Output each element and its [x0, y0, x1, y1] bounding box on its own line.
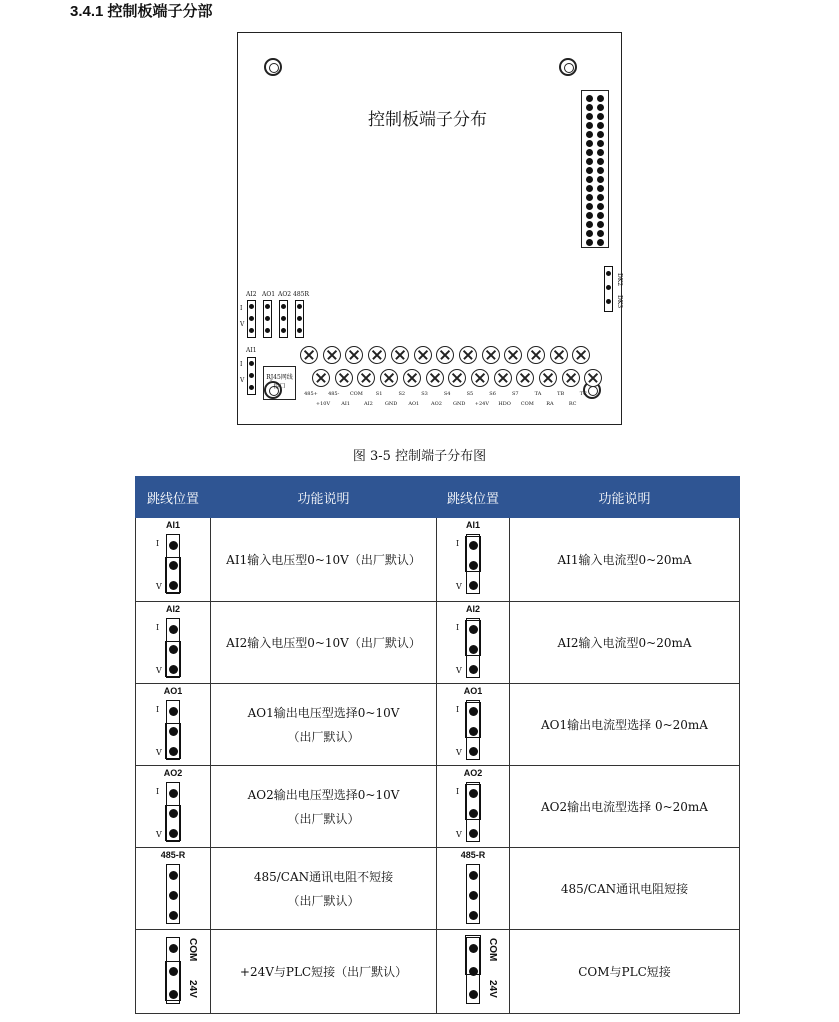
jumper-cell	[437, 930, 510, 1014]
terminal-label: AI2	[364, 401, 373, 407]
jumper-ai2-icon	[247, 300, 256, 338]
function-cell	[510, 848, 740, 930]
pin-icon	[586, 104, 593, 111]
terminal-label: S4	[443, 391, 451, 397]
pin-icon	[586, 221, 593, 228]
table-row	[136, 518, 740, 602]
pin-icon	[597, 113, 604, 120]
screw-terminal-icon	[572, 346, 590, 364]
jumper-figure	[153, 520, 193, 600]
function-text: （出厂默认）	[287, 729, 360, 744]
mount-hole-icon	[264, 58, 282, 76]
side-label-i: I	[456, 538, 460, 548]
side-label-v: V	[240, 377, 245, 384]
function-cell	[211, 684, 437, 766]
header-jumper-position: 跳线位置	[437, 477, 510, 518]
jumper-cell	[136, 684, 211, 766]
side-label-i: I	[456, 786, 460, 796]
jumper-figure	[153, 604, 193, 682]
jumper-title: AO2	[163, 767, 183, 778]
function-cell	[510, 930, 740, 1014]
jumper-figure	[153, 932, 198, 1012]
jumper-figure	[453, 604, 493, 682]
jumper-figure	[453, 768, 493, 846]
table-row	[136, 602, 740, 684]
pin-icon	[586, 122, 593, 129]
jumper-icon	[466, 864, 480, 924]
jumper-cell	[136, 848, 211, 930]
terminal-label: GND	[452, 401, 466, 407]
24v-label: 24V	[187, 979, 198, 998]
terminal-label: TA	[534, 391, 542, 397]
jumper-cap-icon	[165, 723, 181, 759]
function-text: （出厂默认）	[287, 893, 360, 908]
function-cell	[510, 518, 740, 602]
table-row	[136, 766, 740, 848]
screw-terminal-icon	[516, 369, 534, 387]
com-label: COM	[187, 937, 198, 961]
screw-terminal-icon	[504, 346, 522, 364]
pin-icon	[597, 122, 604, 129]
screw-terminal-icon	[414, 346, 432, 364]
side-label-i: I	[456, 622, 460, 632]
jumper-figure	[153, 850, 193, 928]
jumper-label-ai2: AI2	[246, 291, 257, 298]
terminal-label: TB	[557, 391, 565, 397]
pin-icon	[597, 104, 604, 111]
jumper-cell	[136, 518, 211, 602]
screw-terminal-icon	[345, 346, 363, 364]
pin-icon	[586, 203, 593, 210]
function-text: AI1输入电压型0~10V（出厂默认）	[226, 552, 421, 567]
jumper-cell	[437, 848, 510, 930]
pin-icon	[597, 230, 604, 237]
function-cell	[211, 602, 437, 684]
pin-icon	[597, 212, 604, 219]
pin-header-connector	[581, 90, 609, 248]
jumper-label-ao2: AO2	[278, 291, 292, 298]
terminal-label: AI1	[341, 401, 351, 407]
jumper-cap-icon	[165, 641, 181, 677]
terminal-label: S5	[466, 391, 474, 397]
screw-terminal-icon	[539, 369, 557, 387]
pin-icon	[597, 131, 604, 138]
figure-caption: 图 3-5 控制端子分布图	[352, 449, 487, 464]
function-text: +24V与PLC短接（出厂默认）	[239, 964, 408, 979]
terminal-label: +24V	[474, 401, 489, 407]
function-text: AI1输入电流型0~20mA	[557, 552, 692, 567]
jumper-figure	[153, 768, 193, 846]
mount-hole-icon	[559, 58, 577, 76]
side-label-v: V	[456, 829, 462, 839]
jumper-figure	[453, 520, 493, 600]
pin-icon	[586, 140, 593, 147]
terminal-label: S3	[421, 391, 428, 397]
screw-terminal-icon	[391, 346, 409, 364]
pin-icon	[597, 239, 604, 246]
table-row	[136, 930, 740, 1014]
pin-icon	[586, 185, 593, 192]
screw-terminal-icon	[380, 369, 398, 387]
jumper-cell	[136, 766, 211, 848]
function-text: AO2输出电流型选择 0~20mA	[541, 799, 708, 814]
side-label-i: I	[156, 622, 160, 632]
side-label-v: V	[240, 321, 245, 328]
jumper-figure	[153, 686, 193, 764]
jumper-cap-icon	[165, 961, 181, 1001]
side-label-v: V	[456, 665, 462, 675]
pin-icon	[597, 221, 604, 228]
jumper-cap-icon	[465, 620, 481, 656]
screw-terminal-icon	[426, 369, 444, 387]
24v-label: 24V	[487, 979, 498, 998]
header-jumper-position: 跳线位置	[136, 477, 211, 518]
terminal-label: +10V	[315, 401, 331, 407]
screw-terminal-icon	[459, 346, 477, 364]
screw-terminal-icon	[494, 369, 512, 387]
jumper-cap-icon	[465, 784, 481, 820]
function-text: AO2输出电压型选择0~10V	[247, 787, 400, 802]
screw-terminal-icon	[471, 369, 489, 387]
pin-icon	[586, 149, 593, 156]
terminal-label: AO1	[408, 401, 420, 407]
header-function: 功能说明	[211, 477, 437, 518]
jumper-cap-icon	[465, 536, 481, 572]
pin-icon	[597, 95, 604, 102]
function-cell	[211, 518, 437, 602]
jumper-cell	[437, 602, 510, 684]
pin-icon	[586, 194, 593, 201]
section-heading: 3.4.1 控制板端子分部	[70, 3, 213, 20]
table-row	[136, 684, 740, 766]
terminal-label: 485+	[304, 391, 318, 397]
jumper-cell	[136, 930, 211, 1014]
terminal-label: RC	[568, 401, 577, 407]
board-title: 控制板端子分布	[368, 110, 487, 130]
screw-terminal-icon	[357, 369, 375, 387]
jumper-cap-icon	[465, 935, 481, 975]
screw-terminal-icon	[312, 369, 330, 387]
jumper-title: AO1	[463, 685, 483, 696]
jumper-table	[135, 476, 740, 1014]
function-text: （出厂默认）	[287, 811, 360, 826]
jumper-ai1-icon	[247, 357, 256, 395]
jumper-cell	[437, 518, 510, 602]
jumper-title: AI1	[165, 519, 180, 530]
jumper-label-485r: 485R	[293, 291, 309, 298]
function-cell	[510, 602, 740, 684]
pin-icon	[597, 194, 604, 201]
jumper-485r-icon	[295, 300, 304, 338]
jumper-label-ao1: AO1	[262, 291, 276, 298]
jumper-icon	[166, 864, 180, 924]
side-label-v: V	[156, 747, 162, 757]
function-text: 485/CAN通讯电阻不短接	[253, 869, 394, 884]
terminal-label: S2	[398, 391, 406, 397]
screw-terminal-icon	[550, 346, 568, 364]
pin-icon	[597, 176, 604, 183]
terminal-label: RA	[546, 401, 554, 407]
screw-terminal-icon	[403, 369, 421, 387]
terminal-label: HDO	[498, 401, 511, 407]
jumper-figure	[453, 686, 493, 764]
function-text: 485/CAN通讯电阻短接	[560, 881, 689, 896]
side-label-v: V	[156, 665, 162, 675]
dk3-label: DK3	[616, 295, 623, 309]
pin-icon	[586, 95, 593, 102]
pin-icon	[586, 158, 593, 165]
pin-icon	[586, 176, 593, 183]
control-board-diagram	[237, 32, 622, 425]
terminal-label: S1	[375, 391, 383, 397]
jumper-cell	[136, 602, 211, 684]
jumper-title: AO1	[163, 685, 183, 696]
function-text: AI2输入电流型0~20mA	[557, 635, 692, 650]
jumper-title: AI1	[465, 519, 480, 530]
terminal-label: 485-	[328, 391, 340, 397]
side-label-v: V	[156, 829, 162, 839]
screw-terminal-icon	[323, 346, 341, 364]
pin-icon	[597, 203, 604, 210]
screw-terminal-icon	[527, 346, 545, 364]
terminal-label: S7	[511, 391, 519, 397]
header-function: 功能说明	[510, 477, 740, 518]
jumper-cap-icon	[165, 805, 181, 841]
side-label-i: I	[240, 305, 243, 312]
jumper-cell	[437, 766, 510, 848]
screw-terminal-icon	[482, 346, 500, 364]
pin-icon	[586, 167, 593, 174]
jumper-title: AI2	[165, 603, 180, 614]
terminal-label: COM	[520, 401, 534, 407]
screw-terminal-icon	[562, 369, 580, 387]
jumper-cap-icon	[465, 702, 481, 738]
com-label: COM	[487, 937, 498, 961]
function-cell	[211, 766, 437, 848]
terminal-label: S6	[489, 391, 496, 397]
jumper-ao1-icon	[263, 300, 272, 338]
rj45-port: RJ45网线接口	[263, 366, 296, 400]
pin-icon	[597, 149, 604, 156]
function-cell	[211, 930, 437, 1014]
screw-terminal-icon	[300, 346, 318, 364]
screw-terminal-icon	[584, 369, 602, 387]
jumper-cell	[437, 684, 510, 766]
side-label-i: I	[456, 704, 460, 714]
terminal-label: TC	[579, 391, 587, 397]
jumper-title: 485-R	[460, 849, 486, 860]
terminal-label: GND	[384, 401, 398, 407]
side-label-i: I	[156, 704, 160, 714]
pin-icon	[586, 239, 593, 246]
function-cell	[510, 684, 740, 766]
dk-jumper-icon	[604, 266, 613, 312]
pin-icon	[586, 131, 593, 138]
side-label-i: I	[156, 538, 160, 548]
function-cell	[211, 848, 437, 930]
screw-terminal-icon	[335, 369, 353, 387]
side-label-i: I	[156, 786, 160, 796]
screw-terminal-icon	[436, 346, 454, 364]
side-label-i: I	[240, 361, 243, 368]
jumper-figure	[453, 932, 498, 1012]
screw-terminal-icon	[368, 346, 386, 364]
side-label-v: V	[156, 581, 162, 591]
jumper-title: AI2	[465, 603, 480, 614]
side-label-v: V	[456, 747, 462, 757]
function-text: AO1输出电压型选择0~10V	[247, 705, 400, 720]
jumper-title: AO2	[463, 767, 483, 778]
pin-icon	[586, 113, 593, 120]
pin-icon	[597, 185, 604, 192]
terminal-label: AO2	[431, 401, 442, 407]
function-text: COM与PLC短接	[578, 964, 671, 979]
dk2-label: DK2	[616, 273, 623, 287]
pin-icon	[597, 140, 604, 147]
pin-icon	[586, 212, 593, 219]
side-label-v: V	[456, 581, 462, 591]
pin-icon	[586, 230, 593, 237]
function-cell	[510, 766, 740, 848]
jumper-title: 485-R	[160, 849, 186, 860]
terminal-label: COM	[349, 391, 363, 397]
jumper-cap-icon	[165, 557, 181, 593]
table-row	[136, 848, 740, 930]
jumper-ao2-icon	[279, 300, 288, 338]
function-text: AO1输出电流型选择 0~20mA	[541, 717, 708, 732]
jumper-figure	[453, 850, 493, 928]
jumper-label-ai1: AI1	[246, 347, 257, 354]
screw-terminal-icon	[448, 369, 466, 387]
pin-icon	[597, 158, 604, 165]
function-text: AI2输入电压型0~10V（出厂默认）	[226, 635, 421, 650]
pin-icon	[597, 167, 604, 174]
